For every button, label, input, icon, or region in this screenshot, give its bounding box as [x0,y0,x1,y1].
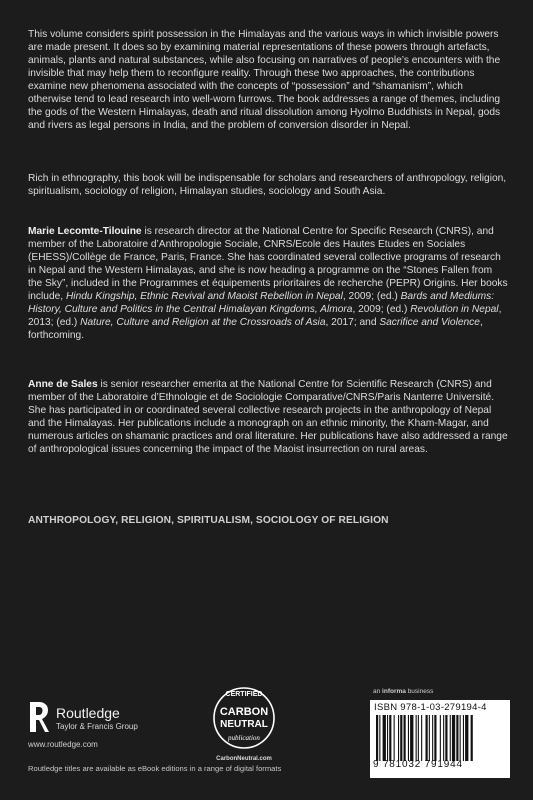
author-name-1: Marie Lecomte-Tilouine [28,226,142,237]
barcode-bar [452,715,455,761]
barcode-bar [379,715,380,761]
routledge-r-icon [28,700,50,734]
cert-top-text: CERTIFIED [225,691,263,698]
barcode-bar [456,715,458,761]
barcode-bar [429,715,430,761]
bio1-text-a: is research director at the National Centre for Specific Research (CNRS), and member of the Laboratoire d’Anthropologie Sociale, CNRS/Ecole des Hautes Etudes en Sociales (EHESS)/Collège de France, Paris, France. She has coordinated several collective programs of research in Nepal and the Western Himalayas, and she is now heading a programme on the “Stones Fallen from the Sky”, included in the Programmes et équipements prioritaires de recherche (PEPR) Origins. Her books include, [28,226,508,302]
bio1-text-b: , 2009; (ed.) [342,291,401,302]
book-title-2: Bards and Mediums: History, Culture and Politics in the Central Himalayan Kingdoms, Almora [28,291,495,315]
author-bio-2 [28,378,508,456]
bio1-text-d: , 2013; (ed.) [28,304,502,328]
bio1-text-c: , 2009; (ed.) [352,304,411,315]
barcode-bar [398,715,399,761]
book-title-3: Revolution in Nepal [410,304,499,315]
author-name-2: Anne de Sales [28,379,98,390]
barcode-bar [383,715,386,761]
book-title-5: Sacrifice and Violence [379,317,480,328]
isbn-label: ISBN 978-1-03-279194-4 [374,702,487,713]
barcode-bar [404,715,406,761]
cert-carbon-text: CARBON [219,706,269,718]
book-title-1: Hindu Kingship, Ethnic Revival and Maoist Rebellion in Nepal [65,291,343,302]
barcode-bar [408,715,409,761]
bio1-text-e: , 2017; and [325,317,380,328]
cert-neutral-text: NEUTRAL [220,719,268,730]
barcode-bar [440,715,441,761]
description-paragraph-1 [28,28,508,132]
cert-publication-text: publication [228,734,260,742]
publisher-group: Taylor & Francis Group [56,722,138,731]
barcode-bar [432,715,433,761]
barcode-digits: 9 781032 791944 [373,759,463,770]
informa-prefix: an [373,688,383,695]
barcode-bar [426,715,428,761]
barcode-bar [434,715,436,761]
ebook-note: Routledge titles are available as eBook editions in a range of digital formats [28,764,282,773]
barcode-icon [374,715,506,761]
barcode-bar [471,715,473,761]
barcode-bar [460,715,461,761]
barcode-bar [465,715,468,761]
publisher-website[interactable]: www.routledge.com [28,740,98,749]
author-bio-2-text [28,378,508,456]
bio2-text: is senior researcher emerita at the National Centre for Scientific Research (CNRS) and member of the Laboratoire d’Ethnologie et de Sociologie Comparative/CNRS/Paris Nanterre Université. She has participated in or coordinated several collective research projects in the anthropology of Nepal and the Himalayas. Her publications include a monograph on an ethnic minority, the Kham-Magar, and numerous articles on shamanic practices and oral literature. Her publications have also addressed a range of anthropological issues concerning the impact of the Maoist insurrection on rural areas. [28,379,508,455]
barcode-bar [445,715,447,761]
description-text-1: This volume considers spirit possession in the Himalayas and the various ways in which invisible powers are made present. It does so by examining material representations of these powers through artefacts, animals, plants and natural substances, while also focusing on narratives of people’s encounters with the invisible that may help them to reconfigure reality. Through these two approaches, the contributions examine new phenomena associated with the concepts of “possession” and “shamanism”, which otherwise tend to lead research into well-worn furrows. The book addresses a range of themes, including the gods of the Western Himalayas, death and ritual dissolution among Hyolmo Buddhists in Nepal, gods and rivers as legal persons in India, and the problem of conversion disorder in Nepal. [28,29,501,131]
description-text-2: Rich in ethnography, this book will be indispensable for scholars and researchers of anthropology, religion, spiritualism, sociology of religion, Himalayan studies, sociology and South Asia. [28,173,507,197]
isbn-barcode-box [370,700,510,778]
barcode-bar [443,715,444,761]
barcode-bar [389,715,391,761]
barcode-bar [410,715,413,761]
description-paragraph-2 [28,172,508,198]
barcode-bar [463,715,464,761]
informa-suffix: business [405,688,434,695]
barcode-bar [450,715,451,761]
author-bio-1 [28,225,508,342]
carbon-neutral-badge [200,682,288,754]
bio1-text-f: , forthcoming. [28,317,483,341]
barcode-bar [416,715,417,761]
barcode-bar [394,715,395,761]
barcode-bar [400,715,402,761]
cert-url: CarbonNeutral.com [216,756,272,762]
author-bio-1-text [28,225,508,342]
barcode-bar [387,715,388,761]
informa-brand: informa [382,688,406,695]
book-title-4: Nature, Culture and Religion at the Crossroads of Asia [80,317,326,328]
publisher-name: Routledge [56,705,120,721]
subject-categories: ANTHROPOLOGY, RELIGION, SPIRITUALISM, SOCIOLOGY OF RELIGION [28,515,389,526]
barcode-bar [421,715,422,761]
informa-business [373,688,433,695]
barcode-bar [376,715,378,761]
barcode-bar [418,715,419,761]
